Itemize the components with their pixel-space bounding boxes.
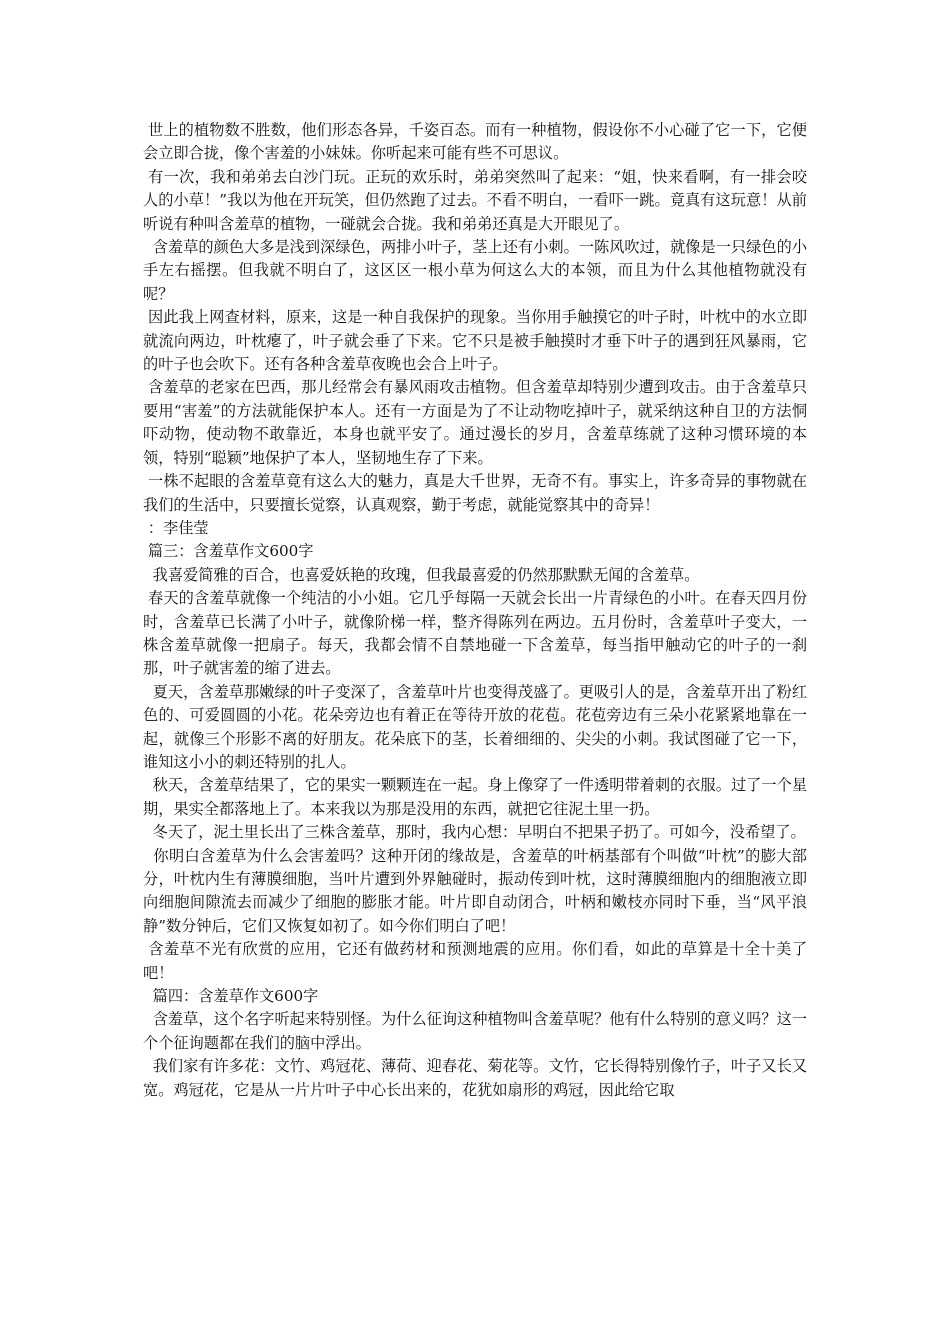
- paragraph: 因此我上网查材料，原来，这是一种自我保护的现象。当你用手触摸它的叶子时，叶枕中的水立即就流向两边，叶枕瘪了，叶子就会垂了下来。它不只是被手触摸时才垂下叶子的遇到狂风暴雨，它的叶子也会吹下。还有各种含羞草夜晚也会合上叶子。: [143, 308, 808, 374]
- paragraph: 夏天，含羞草那嫩绿的叶子变深了，含羞草叶片也变得茂盛了。更吸引人的是，含羞草开出了粉红色的、可爱圆圆的小花。花朵旁边也有着正在等待开放的花苞。花苞旁边有三朵小花紧紧地靠在一起，就像三个形影不离的好朋友。花朵底下的茎，长着细细的、尖尖的小刺。我试图碰了它一下，谁知这小小的刺还特别的扎人。: [143, 682, 808, 771]
- document-body: [143, 119, 807, 1102]
- paragraph: 冬天了，泥土里长出了三株含羞草，那时，我内心想：早明白不把果子扔了。可如今，没希望了。: [143, 823, 806, 842]
- section-heading: 篇四：含羞草作文600字: [143, 987, 319, 1006]
- paragraph: 一株不起眼的含羞草竟有这么大的魅力，真是大千世界，无奇不有。事实上，许多奇异的事物就在我们的生活中，只要擅长觉察，认真观察，勤于考虑，就能觉察其中的奇异！: [143, 472, 808, 514]
- paragraph: 世上的植物数不胜数，他们形态各异，千姿百态。而有一种植物，假设你不小心碰了它一下，它便会立即合拢，像个害羞的小妹妹。你听起来可能有些不可思议。: [143, 121, 808, 163]
- paragraph: 含羞草的老家在巴西，那儿经常会有暴风雨攻击植物。但含羞草却特别少遭到攻击。由于含羞草只要用“害羞”的方法就能保护本人。还有一方面是为了不让动物吃掉叶子，就采纳这种自卫的方法恫吓动物，使动物不敢靠近，本身也就平安了。通过漫长的岁月，含羞草练就了这种习惯环境的本领，特别“聪颖”地保护了本人，坚韧地生存了下来。: [143, 378, 808, 467]
- author-line: ：李佳莹: [143, 518, 209, 537]
- paragraph: 秋天，含羞草结果了，它的果实一颗颗连在一起。身上像穿了一件透明带着刺的衣服。过了一个星期，果实全都落地上了。本来我以为那是没用的东西，就把它往泥土里一扔。: [143, 776, 808, 818]
- paragraph: 春天的含羞草就像一个纯洁的小小姐。它几乎每隔一天就会长出一片青绿色的小叶。在春天四月份时，含羞草已长满了小叶子，就像阶梯一样，整齐得陈列在两边。五月份时，含羞草叶子变大，一株含羞草就像一把扇子。每天，我都会情不自禁地碰一下含羞草，每当指甲触动它的叶子的一刹那，叶子就害羞的缩了进去。: [143, 589, 808, 678]
- paragraph: 你明白含羞草为什么会害羞吗？这种开闭的缘故是，含羞草的叶柄基部有个叫做“叶枕”的膨大部分，叶枕内生有薄膜细胞，当叶片遭到外界触碰时，振动传到叶枕，这时薄膜细胞内的细胞液立即向细胞间隙流去而减少了细胞的膨胀才能。叶片即自动闭合，叶柄和嫩枝亦同时下垂，当“风平浪静”数分钟后，它们又恢复如初了。如今你们明白了吧！: [143, 846, 807, 935]
- paragraph: 我们家有许多花：文竹、鸡冠花、薄荷、迎春花、菊花等。文竹，它长得特别像竹子，叶子又长又宽。鸡冠花，它是从一片片叶子中心长出来的，花犹如扇形的鸡冠，因此给它取: [143, 1057, 808, 1099]
- paragraph: 含羞草，这个名字听起来特别怪。为什么征询这种植物叫含羞草呢？他有什么特别的意义吗？这一个个征询题都在我们的脑中浮出。: [143, 1010, 808, 1052]
- paragraph: 有一次，我和弟弟去白沙门玩。正玩的欢乐时，弟弟突然叫了起来：“姐，快来看啊，有一排会咬人的小草！”我以为他在开玩笑，但仍然跑了过去。不看不明白，一看吓一跳。竟真有这玩意！从前听说有种叫含羞草的植物，一碰就会合拢。我和弟弟还真是大开眼见了。: [143, 167, 808, 233]
- section-heading: 篇三：含羞草作文600字: [143, 542, 314, 561]
- paragraph: 我喜爱简雅的百合，也喜爱妖艳的玫瑰，但我最喜爱的仍然那默默无闻的含羞草。: [143, 565, 700, 584]
- paragraph: 含羞草不光有欣赏的应用，它还有做药材和预测地震的应用。你们看，如此的草算是十全十美了吧！: [143, 940, 808, 982]
- paragraph: 含羞草的颜色大多是浅到深绿色，两排小叶子，茎上还有小刺。一陈风吹过，就像是一只绿色的小手左右摇摆。但我就不明白了，这区区一根小草为何这么大的本领，而且为什么其他植物就没有呢？: [143, 238, 808, 303]
